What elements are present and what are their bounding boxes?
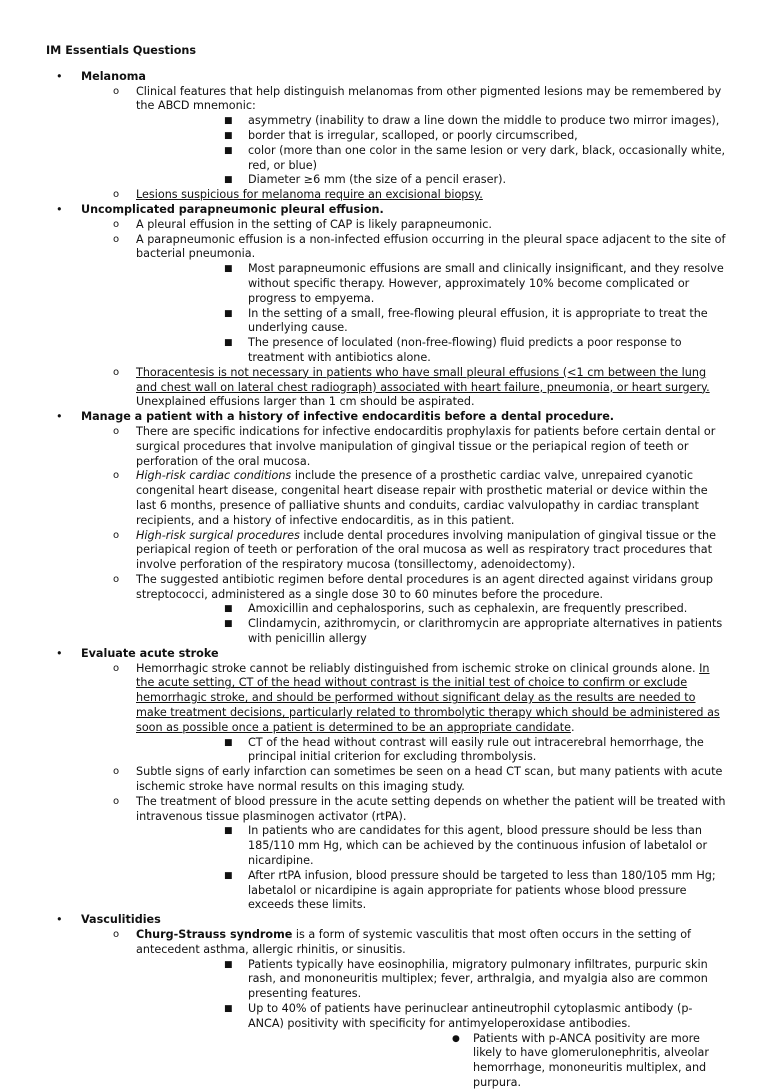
- topic-heading: Manage a patient with a history of infective endocarditis before a dental procedure.: [81, 410, 615, 424]
- circle-bullet-icon: o: [113, 662, 120, 674]
- topic-heading: Melanoma: [81, 69, 146, 83]
- topic-vasculitides: [46, 913, 728, 1091]
- list-item: o Clinical features that help distinguish melanomas from other pigmented lesions may be remembered by the ABCD mnemonic: ■ asymmetry (inability to draw a line down the middle to produce two mirror images), ■ border that is irregular, scalloped, or poorly circumscribed, ■ color (more than one color in the same lesion or very dark, black, occasionally white, red, or blue) ■ Diameter ≥6 mm (the size of a pencil eraser).: [81, 85, 728, 189]
- circle-bullet-icon: o: [113, 529, 120, 541]
- list-item: o Lesions suspicious for melanoma require an excisional biopsy.: [113, 188, 483, 202]
- bullet-icon: ●: [452, 1033, 460, 1044]
- circle-bullet-icon: o: [113, 218, 120, 230]
- topic-heading: Uncomplicated parapneumonic pleural effusion.: [81, 202, 384, 216]
- list-item: o A parapneumonic effusion is a non-infected effusion occurring in the pleural space adjacent to the site of bacterial pneumonia. ■ Most parapneumonic effusions are small and clinically insignificant, and they resolve without specific therapy. However, approximately 10% become complicated or progress to empyema. ■ In the setting of a small, free-flowing pleural effusion, it is appropriate to treat the underlying cause. ■ The presence of loculated (non-free-flowing) fluid predicts a poor response to treatment with antibiotics alone.: [81, 233, 728, 366]
- square-bullet-icon: ■: [224, 130, 233, 141]
- list-item: ■ Patients typically have eosinophilia, migratory pulmonary infiltrates, purpuric skin rash, and mononeuritis multiplex; fever, arthralgia, and myalgia also are common presenting features.: [224, 957, 708, 1001]
- list-item: ■ Amoxicillin and cephalosporins, such as cephalexin, are frequently prescribed.: [224, 602, 688, 616]
- circle-bullet-icon: o: [113, 929, 120, 941]
- circle-bullet-icon: o: [113, 425, 120, 437]
- list-item: ■ asymmetry (inability to draw a line down the middle to produce two mirror images),: [224, 114, 720, 128]
- circle-bullet-icon: o: [113, 233, 120, 245]
- bullet-icon: •: [56, 202, 63, 216]
- square-bullet-icon: ■: [224, 826, 233, 837]
- circle-bullet-icon: o: [113, 366, 120, 378]
- list-item: o Hemorrhagic stroke cannot be reliably distinguished from ischemic stroke on clinical grounds alone. In the acute setting, CT of the head without contrast is the initial test of choice to confirm or exclude hemorrhagic stroke, and should be performed without significant delay as the results are needed to make treatment decisions, particularly related to thrombolytic therapy which should be administered as soon as possible once a patient is determined to be an appropriate candidate. ■ CT of the head without contrast will easily rule out intracerebral hemorrhage, the principal initial criterion for excluding thrombolysis.: [81, 662, 728, 766]
- topic-melanoma: [46, 70, 728, 203]
- topic-pleural-effusion: [46, 203, 728, 410]
- list-item: ■ After rtPA infusion, blood pressure should be targeted to less than 180/105 mm Hg; labetalol or nicardipine is again appropriate for patients whose blood pressure exceeds these limits.: [224, 868, 716, 912]
- list-item: ■ The presence of loculated (non-free-flowing) fluid predicts a poor response to treatment with antibiotics alone.: [224, 336, 682, 364]
- list-item: ■ Up to 40% of patients have perinuclear antineutrophil cytoplasmic antibody (p-ANCA) positivity with specificity for antimyeloperoxidase antibodies. ● Patients with p-ANCA positivity are more likely to have glomerulonephritis, alveolar hemorrhage, mononeuritis multiplex, and purpura.: [136, 1002, 728, 1091]
- circle-bullet-icon: o: [113, 85, 120, 97]
- list-item: ■ In patients who are candidates for this agent, blood pressure should be less than 185/110 mm Hg, which can be achieved by the continuous infusion of labetalol or nicardipine.: [224, 824, 708, 868]
- list-item: o High-risk cardiac conditions include the presence of a prosthetic cardiac valve, unrepaired cyanotic congenital heart disease, congenital heart disease repair with prosthetic material or device within the last 6 months, presence of palliative shunts and conduits, cardiac valvulopathy in cardiac transplant recipients, and a history of infective endocarditis, as in this patient.: [113, 469, 708, 527]
- circle-bullet-icon: o: [113, 573, 120, 585]
- list-item: ■ CT of the head without contrast will easily rule out intracerebral hemorrhage, the principal initial criterion for excluding thrombolysis.: [224, 735, 704, 764]
- topic-list: [46, 70, 728, 1091]
- list-item: o Churg-Strauss syndrome is a form of systemic vasculitis that most often occurs in the setting of antecedent asthma, allergic rhinitis, or sinusitis. ■ Patients typically have eosinophilia, migratory pulmonary infiltrates, purpuric skin rash, and mononeuritis multiplex; fever, arthralgia, and myalgia also are common presenting features. ■ Up to 40% of patients have perinuclear antineutrophil cytoplasmic antibody (p-ANCA) positivity with specificity for antimyeloperoxidase antibodies. ● Patients with p-ANCA positivity are more likely to have glomerulonephritis, alveolar hemorrhage, mononeuritis multiplex, and purpura.: [81, 928, 728, 1091]
- square-bullet-icon: ■: [224, 737, 233, 748]
- square-bullet-icon: ■: [224, 619, 233, 630]
- topic-acute-stroke: [46, 647, 728, 913]
- square-bullet-icon: ■: [224, 264, 233, 275]
- list-item: o A pleural effusion in the setting of CAP is likely parapneumonic.: [113, 217, 492, 231]
- bullet-icon: •: [56, 69, 63, 83]
- list-item: o The suggested antibiotic regimen before dental procedures is an agent directed against viridans group streptococci, administered as a single dose 30 to 60 minutes before the procedure. ■ Amoxicillin and cephalosporins, such as cephalexin, are frequently prescribed. ■ Clindamycin, azithromycin, or clarithromycin are appropriate alternatives in patients with penicillin allergy: [81, 573, 728, 647]
- square-bullet-icon: ■: [224, 308, 233, 319]
- square-bullet-icon: ■: [224, 959, 233, 970]
- square-bullet-icon: ■: [224, 145, 233, 156]
- square-bullet-icon: ■: [224, 604, 233, 615]
- list-item: ■ color (more than one color in the same lesion or very dark, black, occasionally white, red, or blue): [224, 143, 726, 172]
- square-bullet-icon: ■: [224, 870, 233, 881]
- square-bullet-icon: ■: [224, 175, 233, 186]
- square-bullet-icon: ■: [224, 338, 233, 349]
- list-item: ■ Clindamycin, azithromycin, or clarithromycin are appropriate alternatives in patients with penicillin allergy: [224, 617, 723, 646]
- topic-heading: Vasculitidies: [81, 913, 161, 927]
- list-item: o Subtle signs of early infarction can sometimes be seen on a head CT scan, but many patients with acute ischemic stroke have normal results on this imaging study.: [113, 765, 723, 794]
- circle-bullet-icon: o: [113, 189, 120, 201]
- list-item: ■ Diameter ≥6 mm (the size of a pencil eraser).: [224, 173, 507, 187]
- bullet-icon: •: [56, 410, 63, 424]
- list-item: o There are specific indications for infective endocarditis prophylaxis for patients before certain dental or surgical procedures that involve manipulation of gingival tissue or the periapical region of teeth or perforation of the oral mucosa.: [113, 424, 716, 468]
- list-item: o The treatment of blood pressure in the acute setting depends on whether the patient will be treated with intravenous tissue plasminogen activator (rtPA). ■ In patients who are candidates for this agent, blood pressure should be less than 185/110 mm Hg, which can be achieved by the continuous infusion of labetalol or nicardipine. ■ After rtPA infusion, blood pressure should be targeted to less than 180/105 mm Hg; labetalol or nicardipine is again appropriate for patients whose blood pressure exceeds these limits.: [81, 795, 728, 913]
- list-item: ■ border that is irregular, scalloped, or poorly circumscribed,: [224, 128, 578, 142]
- topic-heading: Evaluate acute stroke: [81, 646, 219, 660]
- list-item: ● Patients with p-ANCA positivity are more likely to have glomerulonephritis, alveolar hemorrhage, mononeuritis multiplex, and purpura.: [452, 1031, 709, 1089]
- topic-endocarditis: [46, 410, 728, 647]
- circle-bullet-icon: o: [113, 795, 120, 807]
- list-item: ■ In the setting of a small, free-flowing pleural effusion, it is appropriate to treat the underlying cause.: [224, 306, 708, 335]
- list-item: o Thoracentesis is not necessary in patients who have small pleural effusions (<1 cm between the lung and chest wall on lateral chest radiograph) associated with heart failure, pneumonia, or heart surgery. Unexplained effusions larger than 1 cm should be aspirated.: [113, 365, 710, 409]
- list-item: ■ Most parapneumonic effusions are small and clinically insignificant, and they resolve without specific therapy. However, approximately 10% become complicated or progress to empyema.: [224, 262, 724, 305]
- document-title: IM Essentials Questions: [46, 44, 197, 57]
- square-bullet-icon: ■: [224, 116, 233, 127]
- circle-bullet-icon: o: [113, 766, 120, 778]
- circle-bullet-icon: o: [113, 470, 120, 482]
- bullet-icon: •: [56, 646, 63, 660]
- list-item: o High-risk surgical procedures include dental procedures involving manipulation of gingival tissue or the periapical region of teeth or perforation of the oral mucosa as well as respiratory tract procedures that involve perforation of the respiratory mucosa (tonsillectomy, adenoidectomy).: [113, 528, 716, 572]
- square-bullet-icon: ■: [224, 1004, 233, 1014]
- bullet-icon: •: [56, 913, 63, 927]
